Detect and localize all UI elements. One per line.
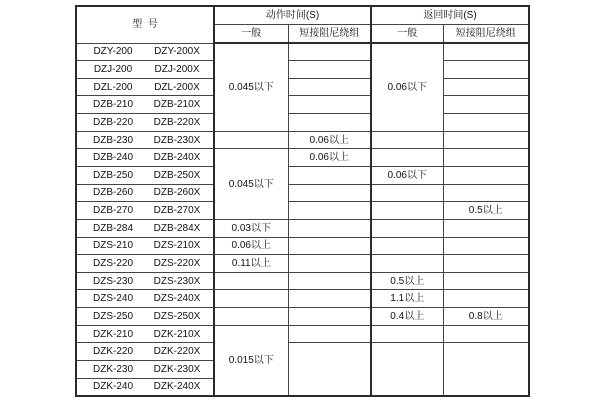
return-general-cell: 0.5以上 (371, 272, 443, 290)
model-cell (76, 184, 214, 202)
action-damping-cell (288, 43, 371, 61)
action-damping-header: 短接阻尼绕组 (288, 25, 371, 44)
table-body (76, 43, 529, 396)
return-general-cell (371, 343, 443, 396)
model-name-pair (77, 46, 213, 57)
header-group-row (76, 6, 529, 25)
table-row (76, 184, 529, 202)
table-row (76, 272, 529, 290)
return-general-header: 一般 (371, 25, 443, 44)
action-general-cell: 0.11以上 (214, 255, 288, 273)
model-name: DZB-270X (153, 205, 201, 217)
return-damping-cell (443, 114, 529, 132)
return-damping-cell (443, 290, 529, 308)
model-name: DZS-230X (153, 275, 201, 287)
model-name-pair (77, 311, 213, 322)
model-name-pair (77, 187, 213, 198)
return-damping-cell (443, 219, 529, 237)
return-general-cell (371, 149, 443, 167)
table-row (76, 166, 529, 184)
return-damping-cell: 0.8以上 (443, 308, 529, 326)
model-name-pair (77, 205, 213, 216)
model-name: DZK-230 (92, 363, 133, 375)
model-name: DZS-240 (92, 293, 133, 305)
action-general-cell (214, 308, 288, 326)
model-name: DZS-210X (153, 240, 201, 252)
model-cell (76, 219, 214, 237)
model-name: DZL-200X (154, 81, 200, 93)
return-general-cell (371, 237, 443, 255)
model-name: DZS-220X (153, 258, 201, 269)
return-damping-cell (443, 166, 529, 184)
return-general-cell (371, 184, 443, 202)
model-name-pair (77, 293, 213, 304)
action-damping-cell (288, 255, 371, 273)
action-general-cell: 0.045以下 (214, 43, 288, 131)
return-general-cell (371, 325, 443, 343)
model-cell (76, 290, 214, 308)
model-name-pair (77, 258, 213, 269)
model-name: DZY-200 (93, 46, 133, 58)
table-row (76, 61, 529, 79)
model-cell (76, 272, 214, 290)
model-cell (76, 149, 214, 167)
model-name-pair (77, 135, 213, 146)
model-name: DZB-270 (92, 205, 133, 217)
action-damping-cell: 0.06以上 (288, 149, 371, 167)
model-name: DZY-200X (154, 46, 200, 58)
model-name: DZB-240 (92, 152, 133, 164)
return-time-group-header: 返回时间(S) (371, 6, 529, 25)
return-damping-cell (443, 343, 529, 396)
return-damping-cell (443, 184, 529, 202)
table-row (76, 219, 529, 237)
model-name: DZJ-200 (93, 63, 133, 75)
model-name: DZS-250X (153, 310, 201, 322)
return-damping-cell (443, 61, 529, 79)
model-name: DZB-250X (153, 169, 201, 181)
return-damping-cell (443, 149, 529, 167)
model-name-pair (77, 152, 213, 163)
model-cell (76, 325, 214, 343)
model-name: DZK-220X (153, 346, 201, 358)
model-name: DZK-240 (92, 381, 133, 393)
action-damping-cell (288, 237, 371, 255)
action-general-cell (214, 272, 288, 290)
return-general-cell (371, 131, 443, 149)
return-general-cell: 0.4以上 (371, 308, 443, 326)
table-row (76, 343, 529, 361)
table-header (76, 6, 529, 43)
return-damping-cell: 0.5以上 (443, 202, 529, 220)
action-damping-cell (288, 166, 371, 184)
action-damping-cell: 0.06以上 (288, 131, 371, 149)
model-name-pair (77, 223, 213, 234)
return-general-cell (371, 202, 443, 220)
return-damping-cell (443, 96, 529, 114)
model-name: DZS-210 (92, 240, 133, 252)
return-damping-header: 短接阻尼绕组 (443, 25, 529, 44)
action-general-cell: 0.06以上 (214, 237, 288, 255)
table-row (76, 255, 529, 273)
action-damping-cell (288, 290, 371, 308)
action-damping-cell (288, 78, 371, 96)
action-damping-cell (288, 325, 371, 343)
model-cell (76, 202, 214, 220)
action-damping-cell (288, 202, 371, 220)
action-damping-cell (288, 308, 371, 326)
action-damping-cell (288, 96, 371, 114)
model-cell (76, 61, 214, 79)
model-name: DZB-230X (153, 134, 201, 146)
action-general-cell: 0.045以下 (214, 149, 288, 220)
table-row (76, 325, 529, 343)
action-damping-cell (288, 184, 371, 202)
return-damping-cell (443, 131, 529, 149)
table-row (76, 131, 529, 149)
model-cell (76, 166, 214, 184)
action-damping-cell (288, 272, 371, 290)
model-name: DZB-260 (92, 187, 133, 199)
model-name: DZS-230 (92, 275, 133, 287)
model-name-pair (77, 329, 213, 340)
model-name: DZS-240X (153, 293, 201, 305)
model-cell (76, 114, 214, 132)
action-damping-cell (288, 219, 371, 237)
model-name-pair (77, 381, 213, 392)
model-name-pair (77, 64, 213, 75)
model-name-pair (77, 82, 213, 93)
return-general-cell: 0.06以下 (371, 166, 443, 184)
model-name-pair (77, 99, 213, 110)
action-general-cell: 0.03以下 (214, 219, 288, 237)
model-name: DZB-250 (92, 169, 133, 181)
model-cell (76, 343, 214, 361)
model-cell (76, 43, 214, 61)
model-name: DZB-240X (153, 152, 201, 164)
return-damping-cell (443, 237, 529, 255)
action-general-cell: 0.015以下 (214, 325, 288, 396)
model-name: DZB-210X (153, 99, 201, 111)
model-name-pair (77, 117, 213, 128)
table-row (76, 237, 529, 255)
model-name: DZS-220 (92, 258, 133, 269)
table-row (76, 308, 529, 326)
model-name: DZK-220 (92, 346, 133, 358)
model-name-pair (77, 364, 213, 375)
model-name: DZB-230 (92, 134, 133, 146)
model-name: DZK-230X (153, 363, 201, 375)
model-name: DZK-210 (92, 328, 133, 340)
model-name: DZL-200 (93, 81, 133, 93)
model-name: DZJ-200X (154, 63, 200, 75)
model-cell (76, 96, 214, 114)
table-row (76, 202, 529, 220)
model-name-pair (77, 346, 213, 357)
return-damping-cell (443, 43, 529, 61)
return-damping-cell (443, 78, 529, 96)
action-damping-cell (288, 114, 371, 132)
model-cell (76, 78, 214, 96)
return-general-cell: 0.06以下 (371, 43, 443, 131)
action-time-group-header: 动作时间(S) (214, 6, 371, 25)
model-cell (76, 255, 214, 273)
model-name-pair (77, 170, 213, 181)
return-damping-cell (443, 272, 529, 290)
model-name-pair (77, 276, 213, 287)
model-name-pair (77, 240, 213, 251)
model-cell (76, 308, 214, 326)
model-name: DZB-284 (92, 222, 133, 234)
table-row (76, 96, 529, 114)
model-name: DZB-210 (92, 99, 133, 111)
model-cell (76, 361, 214, 379)
model-name: DZS-250 (92, 310, 133, 322)
table-row (76, 78, 529, 96)
return-general-cell (371, 219, 443, 237)
return-general-cell (371, 255, 443, 273)
return-general-cell: 1.1以上 (371, 290, 443, 308)
action-damping-cell (288, 61, 371, 79)
spec-table (75, 5, 530, 397)
action-general-header: 一般 (214, 25, 288, 44)
model-name: DZB-220 (92, 116, 133, 128)
action-damping-cell (288, 343, 371, 396)
model-cell (76, 237, 214, 255)
model-name: DZK-210X (153, 328, 201, 340)
action-general-cell (214, 290, 288, 308)
model-column-header: 型 号 (76, 6, 214, 43)
model-name: DZB-284X (153, 222, 201, 234)
table-row (76, 114, 529, 132)
model-cell (76, 131, 214, 149)
return-damping-cell (443, 255, 529, 273)
model-name: DZB-220X (153, 116, 201, 128)
table-row (76, 149, 529, 167)
model-name: DZB-260X (153, 187, 201, 199)
table-row (76, 43, 529, 61)
model-name: DZK-240X (153, 381, 201, 393)
table-row (76, 290, 529, 308)
return-damping-cell (443, 325, 529, 343)
model-cell (76, 378, 214, 396)
action-general-cell (214, 131, 288, 149)
